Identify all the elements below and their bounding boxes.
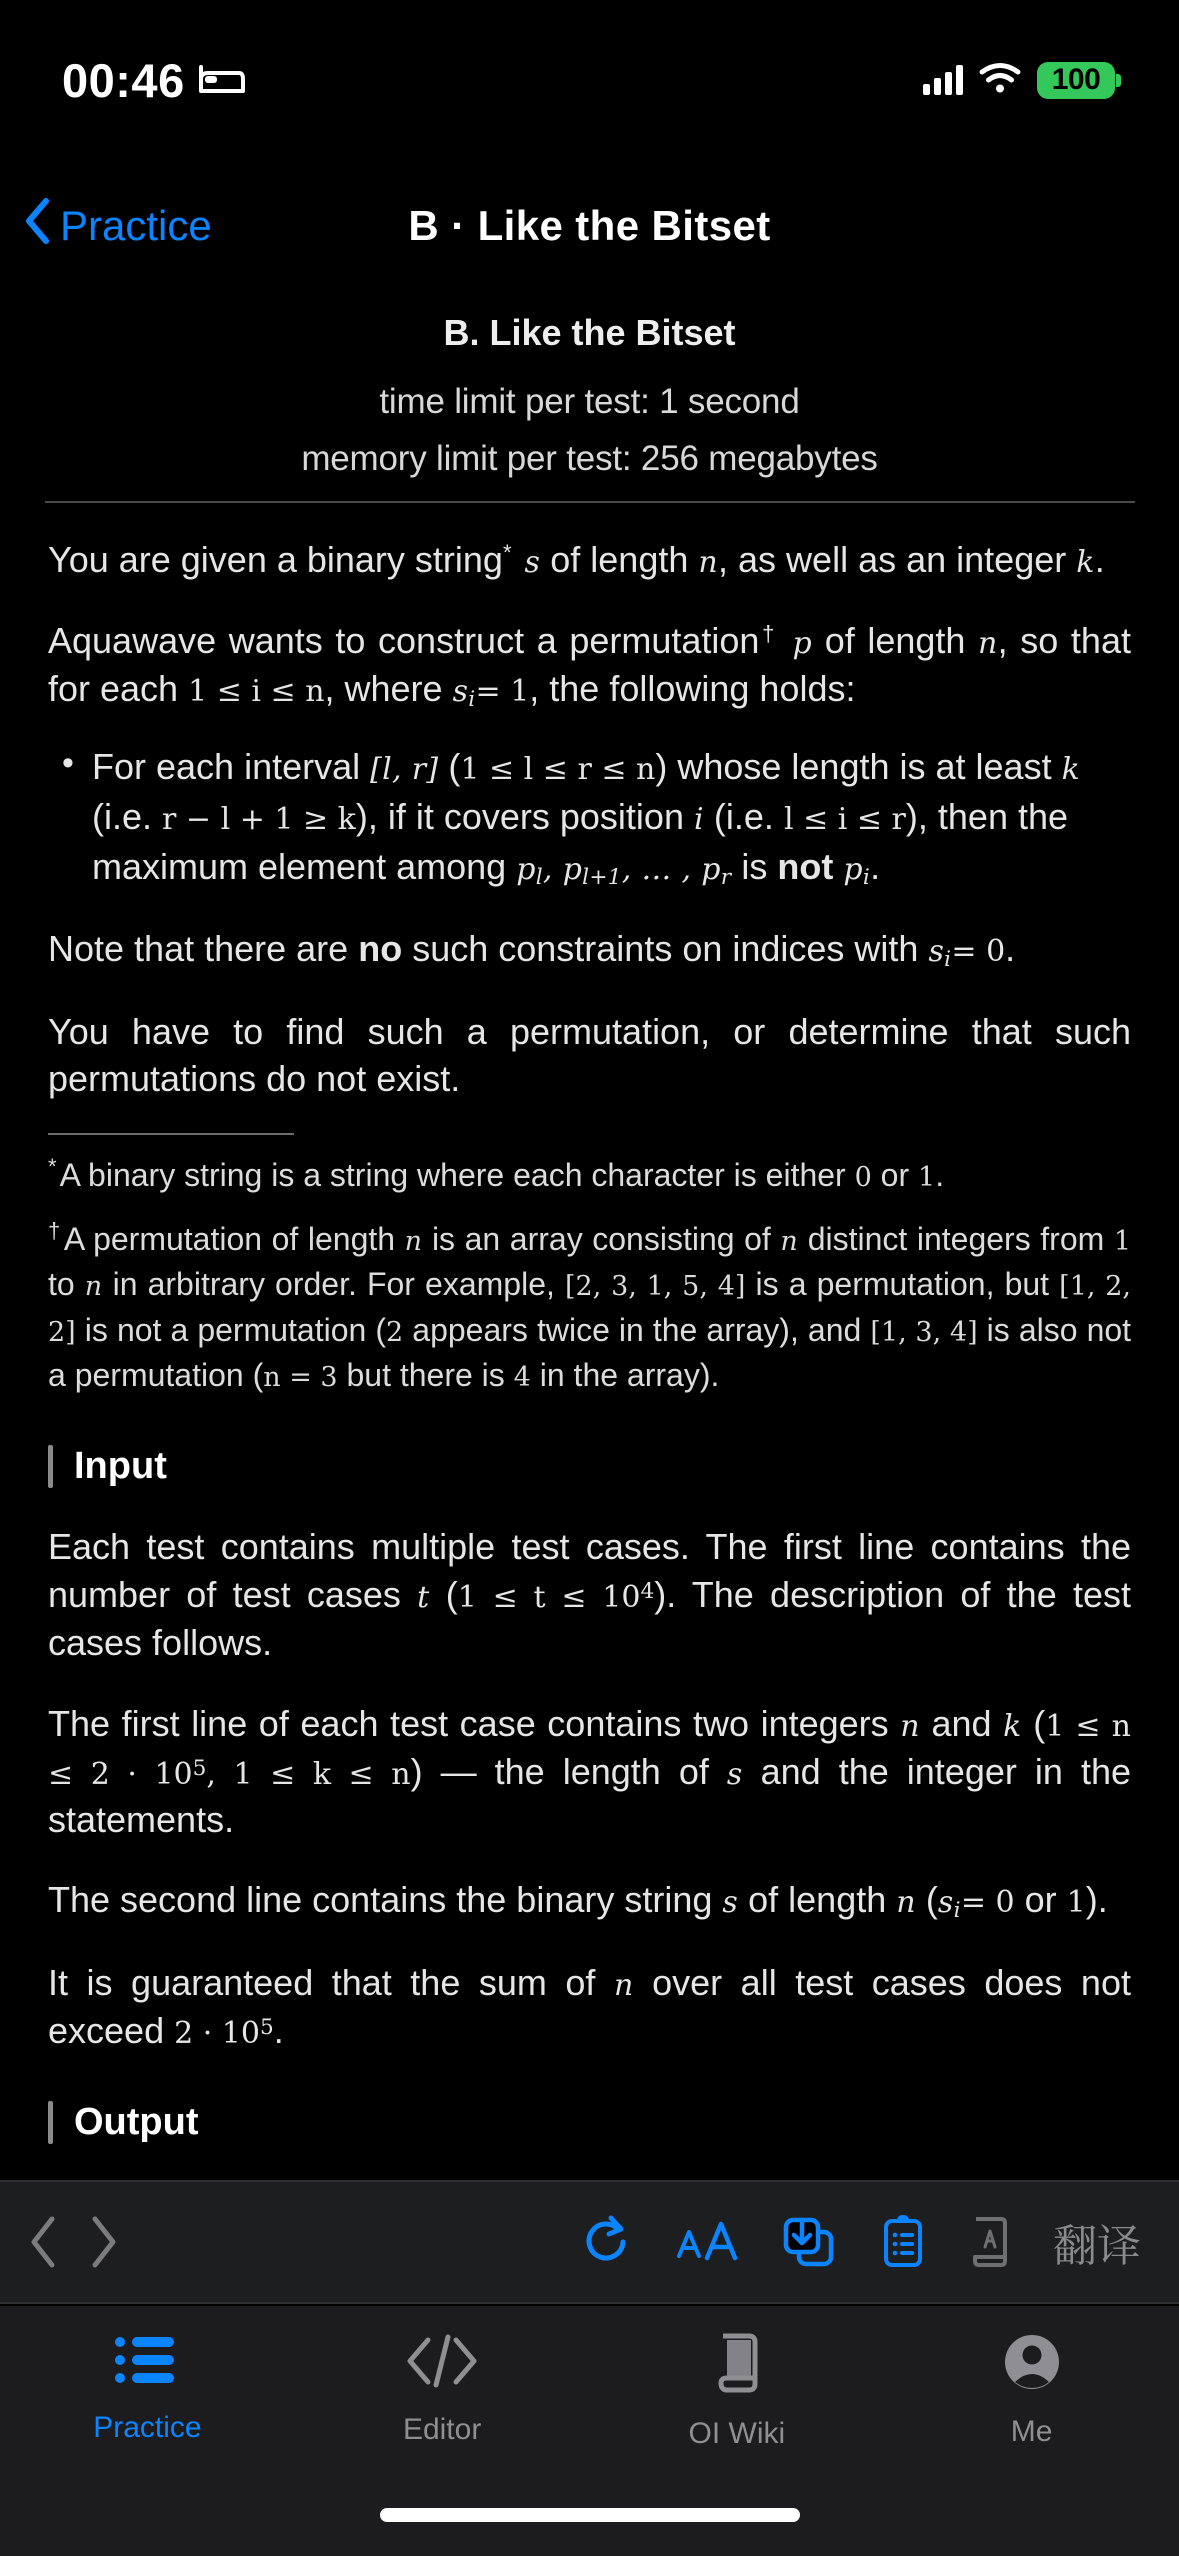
home-indicator[interactable] — [380, 2508, 800, 2522]
problem-header — [0, 284, 1179, 503]
math: t — [417, 1580, 430, 1616]
math: i — [694, 801, 704, 837]
text: to — [48, 1266, 75, 1303]
text: ) whose length is at least — [655, 746, 1052, 788]
problem-title: B. Like the Bitset — [443, 312, 736, 353]
math-sup: 4 — [640, 1579, 655, 1605]
list-item — [48, 742, 1131, 892]
text: (i.e. — [713, 795, 774, 837]
math: l ≤ i ≤ r — [783, 801, 906, 837]
math — [452, 673, 476, 712]
translate-book-icon[interactable] — [967, 2213, 1013, 2271]
math: [1, 2, 2] — [48, 1271, 1131, 1348]
math-base: s — [452, 673, 469, 709]
text: . — [1005, 928, 1016, 970]
math: n — [613, 1967, 634, 2003]
math — [516, 851, 732, 890]
math: s — [524, 545, 541, 580]
math-base: , … , p — [621, 851, 721, 887]
math: k — [1076, 545, 1095, 580]
text: The first line of each test case contains two integers — [48, 1702, 889, 1744]
math — [458, 1580, 654, 1615]
text: is a permutation, but — [755, 1266, 1050, 1303]
math — [937, 1885, 961, 1924]
text: . — [870, 845, 881, 887]
text: of length — [550, 539, 689, 580]
math-sub: l+1 — [582, 864, 622, 890]
math-sub: i — [953, 1898, 961, 1924]
statement-paragraph-1 — [48, 536, 1131, 584]
math: s — [726, 1756, 743, 1792]
math: = 1 — [475, 673, 530, 709]
text: , as well as an integer — [718, 539, 1067, 580]
text: distinct integers from — [807, 1220, 1105, 1257]
footnote-divider — [48, 1133, 294, 1135]
text: is an array consisting of — [431, 1220, 771, 1257]
math-sub: i — [468, 686, 476, 712]
emphasis-not: not — [777, 845, 834, 887]
list-icon — [112, 2332, 182, 2393]
text: and — [931, 1702, 992, 1744]
tab-label: OI Wiki — [688, 2417, 786, 2450]
text: such constraints on indices with — [412, 928, 919, 970]
text: ). The description of the test cases follows. — [48, 1574, 1131, 1663]
input-paragraph-3 — [48, 1876, 1131, 1925]
text: ). — [1085, 1879, 1108, 1921]
header-divider — [45, 501, 1135, 503]
math-sub: i — [862, 864, 871, 890]
save-download-icon[interactable] — [781, 2212, 839, 2272]
text: of length — [748, 1879, 887, 1921]
math-sup: 5 — [259, 2014, 274, 2040]
input-paragraph-1 — [48, 1523, 1131, 1667]
math-base: , p — [542, 851, 583, 887]
tab-practice[interactable] — [0, 2332, 295, 2445]
web-content[interactable] — [0, 284, 1179, 2180]
tab-label: Practice — [93, 2411, 202, 2444]
text: in arbitrary order. For example, — [112, 1266, 555, 1303]
text: . — [935, 1157, 945, 1194]
math: n — [780, 1225, 799, 1257]
tab-oi-wiki[interactable] — [590, 2332, 885, 2451]
math: 0 — [854, 1162, 872, 1194]
math: p — [792, 625, 813, 661]
bed-icon — [199, 61, 245, 100]
math: s — [722, 1885, 739, 1921]
status-bar-right — [923, 62, 1121, 99]
text: ( — [445, 1574, 458, 1616]
text: ( — [925, 1879, 938, 1921]
math: n — [978, 625, 998, 661]
text: A binary string is a string where each character is either — [59, 1157, 846, 1194]
math-base: 2 · 10 — [174, 2015, 260, 2051]
text: You are given a binary string — [48, 539, 503, 580]
statement-paragraph-4: You have to find such a permutation, or determine that such permutations do not exist. — [48, 1010, 1131, 1100]
text: , so that for each — [48, 619, 1131, 709]
math-base: , 1 ≤ k ≤ n — [206, 1756, 411, 1792]
text: A permutation of length — [63, 1220, 396, 1257]
text: or — [1024, 1879, 1057, 1921]
battery-indicator — [1037, 62, 1121, 99]
math-base: s — [937, 1885, 954, 1921]
math: k — [1003, 1708, 1022, 1744]
book-icon — [709, 2332, 765, 2399]
cellular-signal-icon — [923, 65, 963, 95]
tab-bar — [0, 2306, 1179, 2556]
memory-limit: memory limit per test: 256 megabytes — [301, 439, 878, 478]
navigation-bar — [0, 168, 1179, 284]
clipboard-icon[interactable] — [879, 2213, 927, 2271]
footnote-2 — [48, 1215, 1131, 1399]
math-base: p — [516, 851, 536, 887]
math: 1 — [1113, 1225, 1132, 1257]
text: , where — [324, 667, 443, 709]
math: [2, 3, 1, 5, 4] — [564, 1271, 746, 1303]
math: n — [698, 545, 719, 580]
math-sup: 5 — [192, 1755, 207, 1781]
reload-icon[interactable] — [583, 2214, 635, 2270]
math: 1 ≤ l ≤ r ≤ n — [460, 752, 656, 788]
math-base: s — [928, 934, 945, 970]
text: ( — [1033, 1702, 1046, 1744]
math — [174, 2016, 274, 2051]
chevron-left-icon[interactable] — [26, 2213, 60, 2271]
math: n — [84, 1271, 103, 1303]
clock: 00:46 — [62, 53, 185, 107]
constraint-list — [48, 742, 1131, 892]
text: and the integer in the statements. — [48, 1750, 1131, 1840]
math: 1 — [1066, 1885, 1086, 1921]
text: . — [1094, 539, 1105, 580]
code-brackets-icon — [404, 2332, 480, 2395]
chevron-left-icon — [24, 197, 50, 255]
battery-percent: 100 — [1037, 62, 1115, 99]
math: r − l + 1 ≥ k — [162, 801, 356, 837]
text: appears twice in the array), and — [412, 1311, 862, 1348]
math: n — [900, 1708, 920, 1744]
math: = 0 — [960, 1885, 1015, 1921]
math: n = 3 — [263, 1362, 338, 1394]
text: ), if it covers position — [355, 795, 684, 837]
math-base: 1 ≤ n ≤ 2 · 10 — [48, 1708, 1131, 1792]
math-base: p — [843, 851, 863, 887]
page-title: B · Like the Bitset — [408, 202, 771, 249]
chevron-right-icon[interactable] — [86, 2213, 120, 2271]
footnote-mark: * — [48, 1154, 57, 1180]
math: 2 — [386, 1316, 404, 1348]
math-sub: i — [944, 946, 952, 972]
math: 1 — [918, 1162, 936, 1194]
input-paragraph-4 — [48, 1959, 1131, 2055]
math: 4 — [513, 1362, 531, 1394]
text: . — [273, 2009, 284, 2051]
text: (i.e. — [92, 795, 153, 837]
text: The second line contains the binary string — [48, 1879, 713, 1921]
back-button-label: Practice — [60, 202, 212, 249]
footnote-mark: † — [48, 1217, 61, 1243]
tab-label: Me — [1010, 2415, 1053, 2448]
tab-editor[interactable] — [295, 2332, 590, 2447]
tab-label: Editor — [402, 2413, 482, 2446]
footnote-mark: † — [759, 620, 777, 646]
text: is not a permutation ( — [84, 1311, 387, 1348]
math — [843, 851, 871, 890]
math: 1 ≤ i ≤ n — [188, 673, 325, 709]
status-bar — [0, 0, 1179, 160]
math-sub: r — [720, 864, 732, 890]
math-sub: l — [535, 864, 543, 890]
footnote-1 — [48, 1151, 1131, 1199]
text: is also not a permutation ( — [48, 1311, 1132, 1394]
math: [l, r] — [370, 752, 439, 788]
section-heading-input: Input — [48, 1443, 1131, 1491]
math: k — [1061, 752, 1081, 788]
statement-paragraph-2 — [48, 617, 1131, 714]
status-bar-left — [62, 53, 245, 108]
math: n — [404, 1225, 423, 1257]
text: ), then the maximum element among — [92, 795, 1069, 887]
back-button[interactable] — [24, 197, 212, 255]
input-paragraph-2 — [48, 1700, 1131, 1844]
math: = 0 — [951, 934, 1006, 970]
text: Aquawave wants to construct a permutation — [48, 619, 760, 661]
text: For each interval — [92, 746, 361, 788]
text: or — [880, 1157, 910, 1194]
footnote-mark: * — [502, 539, 512, 565]
person-icon — [1002, 2332, 1062, 2397]
statement-paragraph-3 — [48, 925, 1131, 974]
battery-nub — [1116, 74, 1121, 87]
text: Each test contains multiple test cases. The first line contains the number of test cases — [48, 1526, 1131, 1616]
text: is — [741, 845, 768, 887]
text: , the following holds: — [529, 667, 856, 709]
text: It is guaranteed that the sum of — [48, 1961, 596, 2003]
text: ( — [448, 746, 461, 788]
toolbar-actions — [583, 2210, 1141, 2274]
math — [928, 934, 952, 972]
text: of length — [824, 619, 966, 661]
text-size-aa-icon[interactable] — [675, 2216, 741, 2268]
text: over all test cases does not exceed — [48, 1961, 1131, 2051]
section-heading-output: Output — [48, 2099, 1131, 2147]
text: Note that there are — [48, 928, 349, 970]
emphasis-no: no — [358, 928, 403, 970]
text: but there is — [346, 1357, 505, 1394]
toolbar-navigation — [26, 2213, 120, 2271]
problem-body — [0, 536, 1179, 2305]
math-base: 1 ≤ t ≤ 10 — [457, 1580, 641, 1616]
tab-me[interactable] — [884, 2332, 1179, 2449]
text: in the array). — [539, 1357, 720, 1394]
math: n — [896, 1885, 916, 1921]
math: [1, 3, 4] — [870, 1316, 978, 1348]
time-limit: time limit per test: 1 second — [379, 382, 800, 421]
wifi-icon — [979, 63, 1021, 98]
text: ) — the length of — [410, 1750, 709, 1792]
translate-label[interactable]: 翻译 — [1053, 2221, 1141, 2272]
browser-toolbar — [0, 2180, 1179, 2304]
